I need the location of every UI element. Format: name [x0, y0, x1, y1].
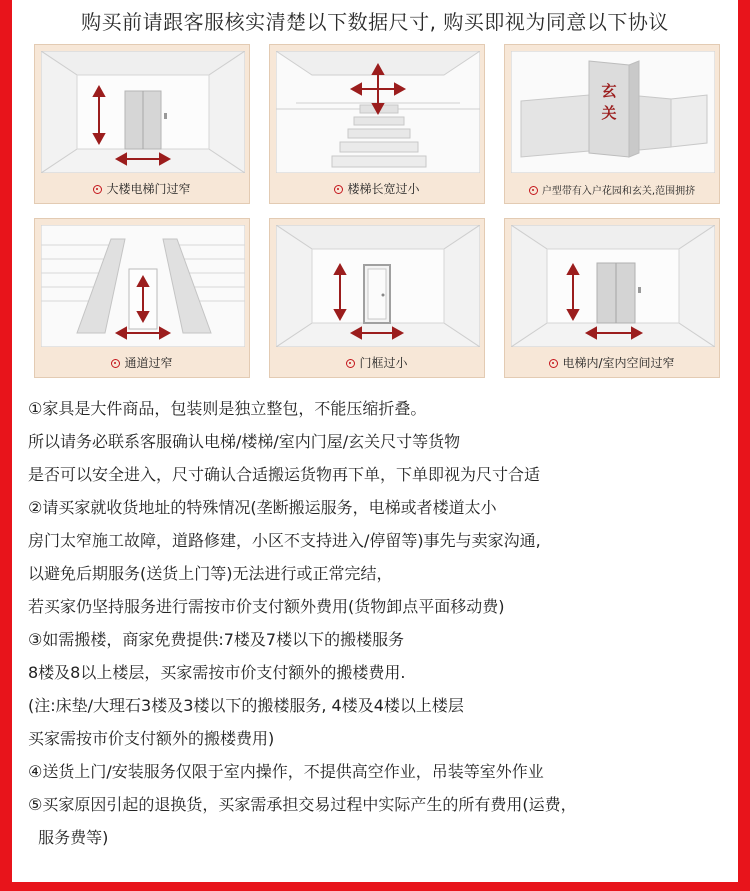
entry-hall-illustration	[511, 51, 715, 173]
card-elevator-interior	[504, 218, 720, 378]
card-elevator-door	[34, 44, 250, 204]
card-caption: 门框过小	[270, 354, 484, 371]
terms-line: (注:床垫/大理石3楼及3楼以下的搬楼服务, 4楼及4楼以上楼层	[28, 696, 464, 715]
card-staircase	[269, 44, 485, 204]
card-caption: 大楼电梯门过窄	[35, 180, 249, 197]
svg-text:关: 关	[601, 104, 617, 122]
bullet-icon	[529, 186, 538, 195]
bullet-icon	[334, 185, 343, 194]
terms-line: 房门太窄施工故障，道路修建，小区不支持进入/停留等)事先与卖家沟通,	[28, 531, 541, 550]
terms-line: 8楼及8以上楼层，买家需按市价支付额外的搬楼费用.	[28, 663, 406, 682]
terms-line: 以避免后期服务(送货上门等)无法进行或正常完结，	[28, 564, 393, 583]
bullet-icon	[549, 359, 558, 368]
corridor-illustration	[41, 225, 245, 347]
elevator-door-illustration	[41, 51, 245, 173]
terms-line: 若买家仍坚持服务进行需按市价支付额外费用(货物卸点平面移动费)	[28, 597, 505, 616]
bullet-icon	[346, 359, 355, 368]
terms-line: ①家具是大件商品，包装则是独立整包，不能压缩折叠。	[28, 399, 427, 418]
staircase-illustration	[276, 51, 480, 173]
terms-line: 是否可以安全进入，尺寸确认合适搬运货物再下单，下单即视为尺寸合适	[28, 465, 541, 484]
terms-line: ②请买家就收货地址的特殊情况(垄断搬运服务，电梯或者楼道太小	[28, 498, 497, 517]
terms-line: ③如需搬楼，商家免费提供:7楼及7楼以下的搬楼服务	[28, 630, 405, 649]
door-frame-illustration	[276, 225, 480, 347]
card-caption: 楼梯长宽过小	[270, 180, 484, 197]
card-door-frame	[269, 218, 485, 378]
card-caption: 通道过窄	[35, 354, 249, 371]
card-corridor	[34, 218, 250, 378]
bullet-icon	[93, 185, 102, 194]
page-title: 购买前请跟客服核实清楚以下数据尺寸, 购买即视为同意以下协议	[81, 10, 669, 34]
card-caption: 电梯内/室内空间过窄	[505, 354, 719, 371]
terms-line: 买家需按市价支付额外的搬楼费用)	[28, 729, 275, 748]
notice-sheet	[12, 0, 738, 882]
terms-line: ⑤买家原因引起的退换货，买家需承担交易过程中实际产生的所有费用(运费，	[28, 795, 577, 814]
terms-line: 所以请务必联系客服确认电梯/楼梯/室内门屋/玄关尺寸等货物	[28, 432, 461, 451]
terms-line: ④送货上门/安装服务仅限于室内操作，不提供高空作业，吊装等室外作业	[28, 762, 544, 781]
bullet-icon	[111, 359, 120, 368]
elevator-interior-illustration	[511, 225, 715, 347]
card-caption: 户型带有入户花园和玄关,范围拥挤	[505, 182, 719, 197]
entry-hall-sign: 玄	[601, 82, 617, 100]
terms-line: 服务费等)	[28, 828, 109, 847]
card-entry-hall	[504, 44, 720, 204]
terms-text	[28, 392, 718, 854]
